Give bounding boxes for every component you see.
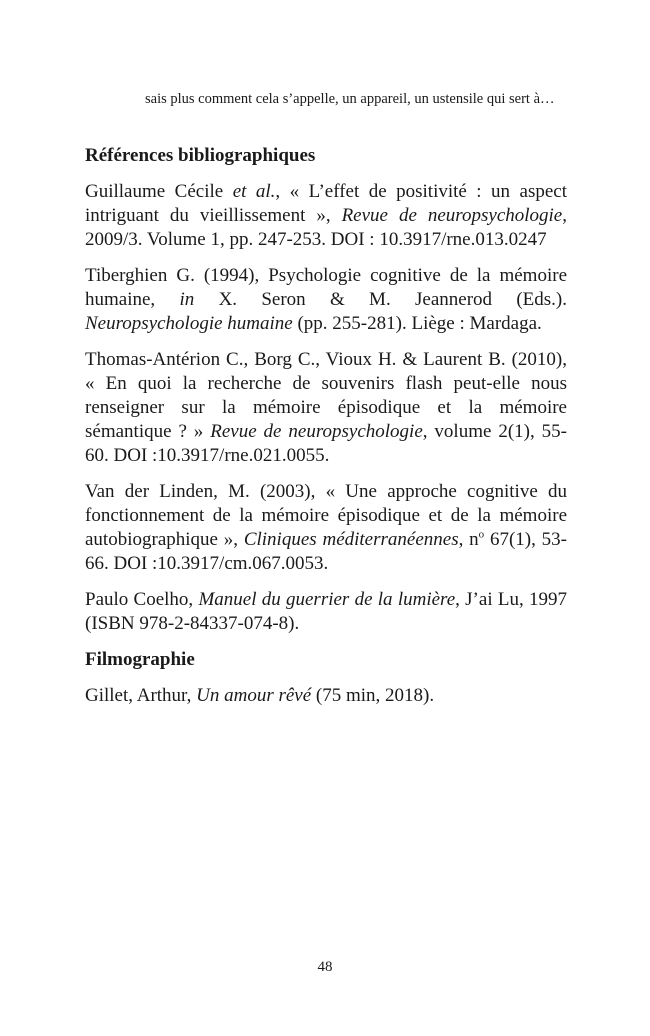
reference-item [85, 588, 567, 636]
ref-journal: Cliniques méditerranéennes [243, 529, 459, 550]
ref-journal: Revue de neuropsychologie [341, 205, 563, 226]
reference-item [85, 348, 567, 468]
ref-text: X. Seron & M. Jeannerod (Eds.). [194, 289, 567, 310]
ref-title: Manuel du guerrier de la lumière [198, 589, 456, 610]
quote-continuation: sais plus comment cela s’appelle, un appareil, un ustensile qui sert à… [145, 91, 555, 107]
ref-text: , 2009/3. Volume 1, pp. 247-253. DOI : 10.3917/rne.013.0247 [85, 205, 567, 250]
ref-journal: Revue de neuropsychologie [210, 421, 423, 442]
ref-text: Paulo Coelho, [85, 589, 199, 610]
ref-text: , « L’effet de positivité : un aspect intriguant du vieillissement », [85, 181, 567, 226]
film-text: Gillet, Arthur, [85, 685, 197, 706]
ref-text: Van der Linden, M. (2003), « Une approche cognitive du fonctionnement de la mémoire épisodique et de la mémoire autobiographique », [85, 481, 567, 550]
reference-item [85, 180, 567, 252]
ref-text: 67(1), 53-66. DOI :10.3917/cm.067.0053. [85, 529, 568, 574]
ref-title: Neuropsychologie humaine [85, 313, 293, 334]
filmography-heading: Filmographie [85, 649, 195, 670]
ref-text: , n [458, 529, 479, 550]
reference-item [85, 264, 567, 336]
ref-text: , volume 2(1), 55-60. DOI :10.3917/rne.021.0055. [85, 421, 567, 466]
film-title: Un amour rêvé [196, 685, 312, 706]
main-content [85, 144, 567, 720]
ref-in: in [179, 289, 195, 310]
ref-etal: et al. [232, 181, 276, 202]
ref-superscript: o [478, 528, 485, 541]
ref-text: Tiberghien G. (1994), Psychologie cognitive de la mémoire humaine, [85, 265, 567, 310]
reference-item [85, 480, 567, 576]
ref-authors: Guillaume Cécile [85, 181, 233, 202]
ref-text: , J’ai Lu, 1997 (ISBN 978-2-84337-074-8). [85, 589, 567, 634]
filmography-item [85, 684, 567, 708]
ref-text: (pp. 255-281). Liège : Mardaga. [292, 313, 542, 334]
references-heading: Références bibliographiques [85, 145, 316, 166]
page-number: 48 [317, 959, 333, 975]
film-text: (75 min, 2018). [311, 685, 435, 706]
ref-text: Thomas-Antérion C., Borg C., Vioux H. & Laurent B. (2010), « En quoi la recherche de souvenirs flash peut-elle nous renseigner sur la mémoire épisodique et la mémoire sémantique ? » [85, 349, 567, 442]
